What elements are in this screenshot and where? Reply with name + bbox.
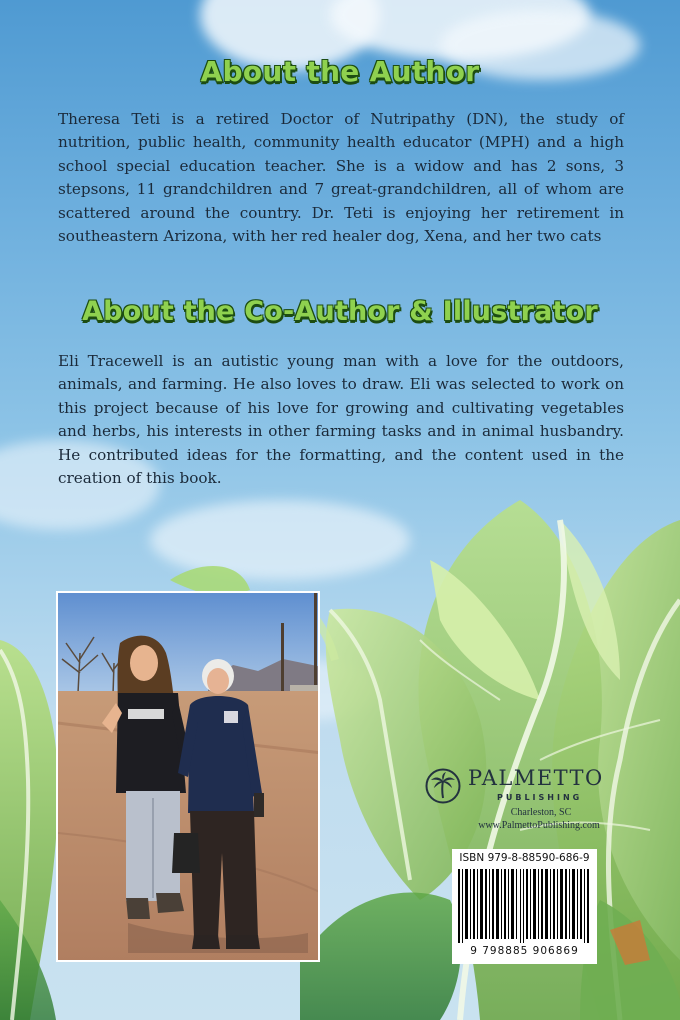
- about-coauthor-heading: About the Co-Author & Illustrator: [82, 296, 598, 327]
- publisher-name: PALMETTO: [468, 766, 604, 790]
- publisher-city: Charleston, SC: [510, 807, 572, 818]
- about-author-text: Theresa Teti is a retired Doctor of Nutripathy (DN), the study of nutrition, public health, community health educator (MPH) and a high school special education teacher. She is a widow and has 2 sons, 3 stepsons, 11 grandchildren and 7 great-grandchildren, all of whom are scattered around the country. Dr. Teti is enjoying her retirement in southeastern Arizona, with her red healer dog, Xena, and her two cats: [58, 110, 624, 246]
- author-photo: [56, 591, 320, 962]
- publisher-subtitle: PUBLISHING: [497, 793, 583, 802]
- isbn-label: ISBN 979-8-88590-686-9: [459, 852, 590, 864]
- isbn-barcode: [452, 849, 597, 964]
- barcode-bars: [458, 869, 591, 943]
- palm-tree-icon: [425, 768, 461, 804]
- about-author-heading: About the Author: [200, 55, 480, 88]
- about-coauthor-text: Eli Tracewell is an autistic young man with a love for the outdoors, animals, and farming. He also loves to draw. Eli was selected to work on this project because of his love for growing and cultivating vegetables and herbs, his interests in other farming tasks and in animal husbandry. He contributed ideas for the formatting, and the content used in the creation of this book.: [58, 352, 624, 488]
- publisher-url: www.PalmettoPublishing.com: [478, 820, 600, 831]
- barcode-number: 9 798885 906869: [470, 945, 579, 957]
